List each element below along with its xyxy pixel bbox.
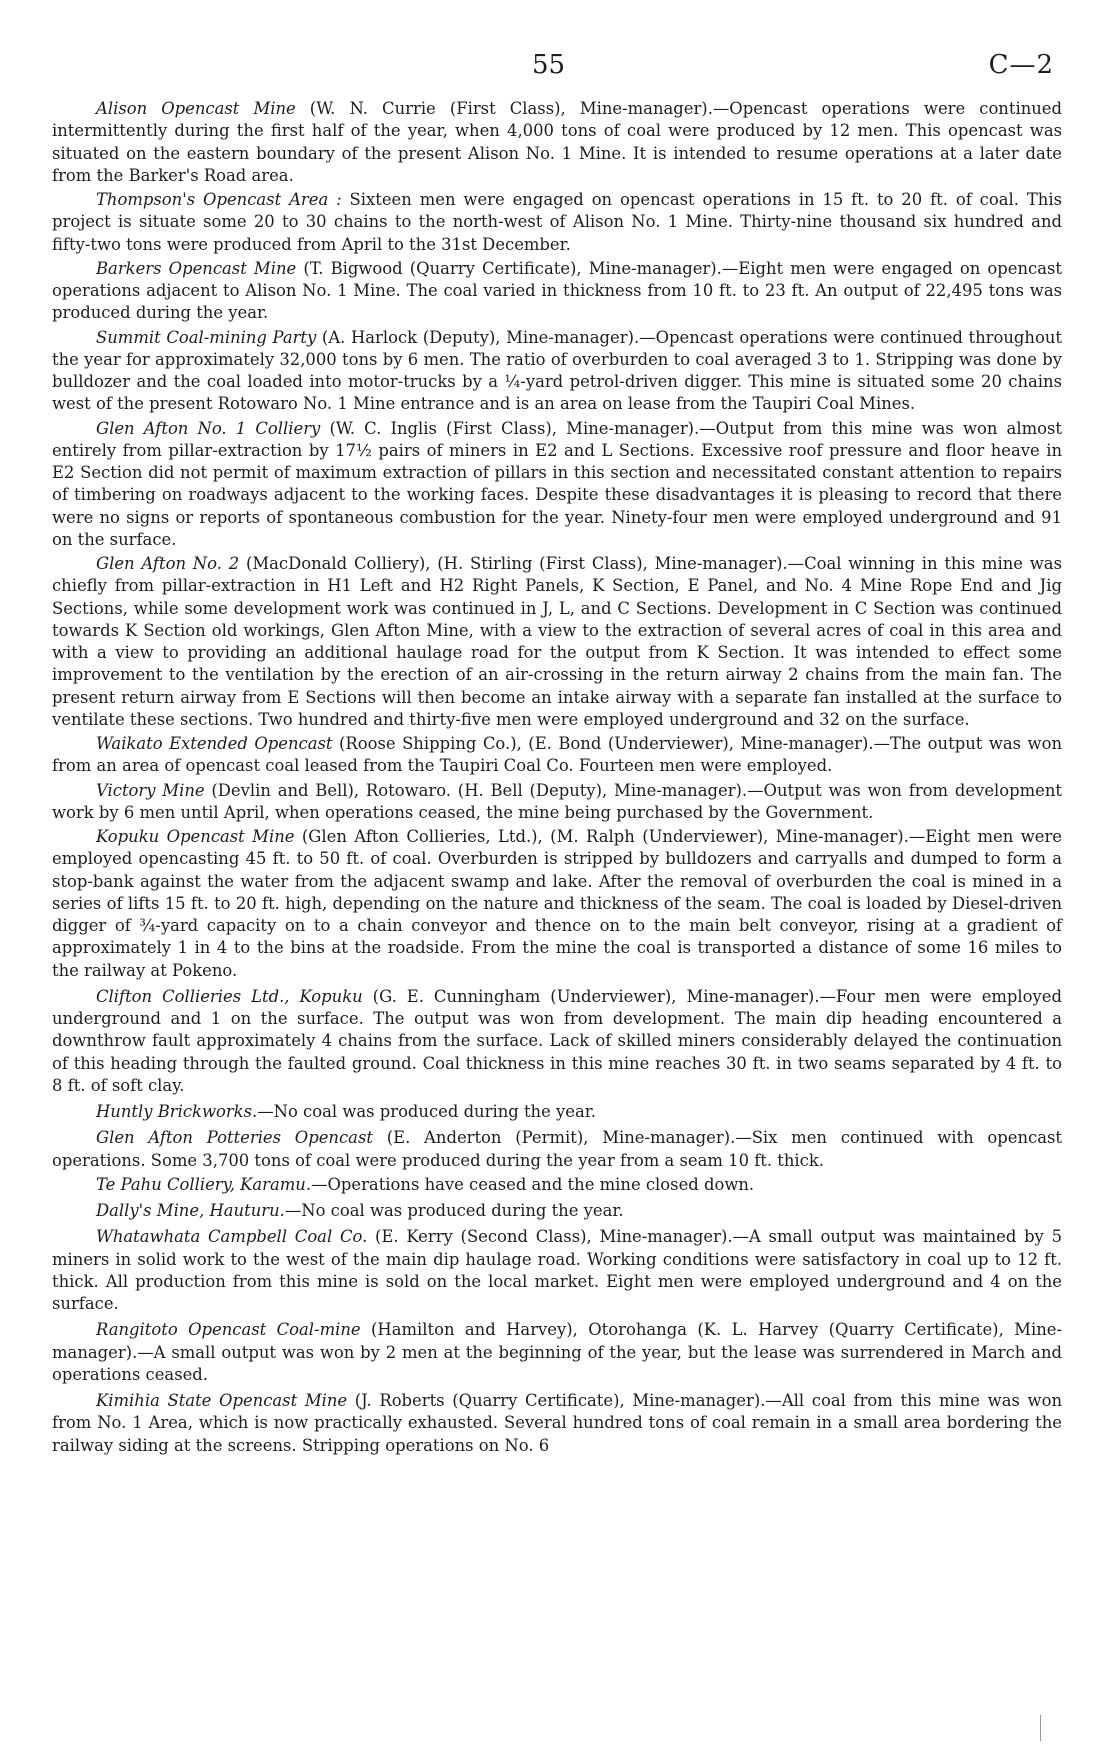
paragraph-victory-mine bbox=[52, 780, 1062, 825]
paragraph-title: Alison Opencast Mine bbox=[96, 99, 296, 118]
page-number: 55 bbox=[532, 50, 566, 80]
paragraph-title: Summit Coal-mining Party bbox=[96, 327, 317, 347]
paragraph-text: (Roose Shipping Co.), (E. Bond (Underviewer), Mine-manager).—The output was won from an area of opencast coal leased from the Taupiri Coal Co. Fourteen men were employed. bbox=[52, 734, 1063, 776]
paragraph-text: (W. C. Inglis (First Class), Mine-manager).—Output from this mine was won almost entirely from pillar-extraction by 17½ pairs of miners in E2 and L Sections. Excessive roof pressure and floor heave in E2 Section did not permit of maximum extraction of pillars in this section and necessitated constant attention to repairs of timbering on roadways adjacent to the working faces. Despite these disadvantages it is pleasing to record that there were no signs or reports of spontaneous combustion for the year. Ninety-four men were employed underground and 91 on the surface. bbox=[52, 418, 1062, 549]
paragraph-title: Clifton Collieries Ltd., Kopuku bbox=[96, 986, 363, 1006]
paragraph-text: —Operations have ceased and the mine closed down. bbox=[311, 1174, 755, 1194]
paragraph-title: Dally's Mine, Hauturu. bbox=[96, 1201, 285, 1220]
paragraph-title: Kopuku Opencast Mine bbox=[96, 827, 295, 846]
paragraph-text: (Devlin and Bell), Rotowaro. (H. Bell (Deputy), Mine-manager).—Output was won from development work by 6 men until April, when operations ceased, the mine being purchased by the Government. bbox=[52, 780, 1063, 822]
paragraph-text: Sixteen men were engaged on opencast operations in 15 ft. to 20 ft. of coal. This project is situate some 20 to 30 chains to the north-west of Alison No. 1 Mine. Thirty-nine thousand six hundred and fifty-two tons were produced from April to the 31st December. bbox=[52, 190, 1062, 254]
paragraph-text: (T. Bigwood (Quarry Certificate), Mine-manager).—Eight men were engaged on opencast operations adjacent to Alison No. 1 Mine. The coal varied in thickness from 10 ft. to 23 ft. An output of 22,495 tons was produced during the year. bbox=[52, 258, 1062, 323]
body-text bbox=[52, 98, 1062, 1459]
paragraph-dallys-mine bbox=[52, 1200, 1062, 1222]
paragraph-text: (G. E. Cunningham (Underviewer), Mine-manager).—Four men were employed underground and 1 on the surface. The output was won from development. The main dip heading encountered a downthrow fault approximately 4 chains from the surface. Lack of skilled miners considerably delayed the continuation of this heading through the faulted ground. Coal thickness in this mine reaches 30 ft. in two seams separated by 4 ft. to 8 ft. of soft clay. bbox=[52, 986, 1062, 1095]
paragraph-title: Whatawhata Campbell Coal Co. bbox=[96, 1227, 368, 1247]
paragraph-te-pahu bbox=[52, 1174, 1062, 1196]
paragraph-text: (MacDonald Colliery), (H. Stirling (First Class), Mine-manager).—Coal winning in this mine was chiefly from pillar-extraction in H1 Left and H2 Right Panels, K Section, E Panel, and No. 4 Mine Rope End and Jig Sections, while some development work was continued in J, L, and C Sections. Development in C Section was continued towards K Section old workings, Glen Afton Mine, with a view to the extraction of several acres of coal in this area and with a view to providing an additional haulage road for the output from K Section. It was intended to effect some improvement to the ventilation by the erection of an air-crossing in the return airway 2 chains from the main fan. The present return airway from E Sections will then become an intake airway with a separate fan installed at the surface to ventilate these sections. Two hundred and thirty-five men were employed underground and 32 on the surface. bbox=[52, 554, 1062, 729]
paragraph-summit-coal bbox=[52, 327, 1062, 416]
paragraph-text: (A. Harlock (Deputy), Mine-manager).—Opencast operations were continued throughout the year for approximately 32,000 tons by 6 men. The ratio of overburden to coal averaged 3 to 1. Stripping was done by bulldozer and the coal loaded into motor-trucks by a ¼-yard petrol-driven digger. This mine is situated some 20 chains west of the present Rotowaro No. 1 Mine entrance and is an area on lease from the Taupiri Coal Mines. bbox=[52, 327, 1062, 414]
paragraph-glen-afton-potteries bbox=[52, 1127, 1062, 1172]
paragraph-text: (J. Roberts (Quarry Certificate), Mine-manager).—All coal from this mine was won from No. 1 Area, which is now practically exhausted. Several hundred tons of coal remain in a small area bordering the railway siding at the screens. Stripping operations on No. 6 bbox=[52, 1391, 1062, 1455]
paragraph-text: (E. Anderton (Permit), Mine-manager).—Six men continued with opencast operations. Some 3,700 tons of coal were produced during the year from a seam 10 ft. thick. bbox=[52, 1128, 1062, 1170]
paragraph-whatawhata bbox=[52, 1226, 1062, 1315]
paragraph-waikato-extended bbox=[52, 733, 1062, 778]
paragraph-alison-opencast bbox=[52, 98, 1062, 187]
paragraph-text: (Glen Afton Collieries, Ltd.), (M. Ralph (Underviewer), Mine-manager).—Eight men were employed opencasting 45 ft. to 50 ft. of coal. Overburden is stripped by bulldozers and carryalls and dumped to form a stop-bank against the water from the adjacent swamp and lake. After the removal of overburden the coal is mined in a series of lifts 15 ft. to 20 ft. high, depending on the nature and thickness of the seam. The coal is loaded by Diesel-driven digger of ¾-yard capacity on to a chain conveyor and thence on to the main belt conveyor, rising at a gradient of approximately 1 in 4 to the bins at the roadside. From the mine the coal is transported a distance of some 16 miles to the railway at Pokeno. bbox=[52, 827, 1062, 980]
paragraph-clifton-collieries bbox=[52, 986, 1062, 1097]
paragraph-glen-afton-2 bbox=[52, 553, 1062, 731]
paragraph-thompsons-opencast bbox=[52, 189, 1062, 256]
paragraph-title: Glen Afton Potteries Opencast bbox=[96, 1128, 373, 1148]
paragraph-title: Victory Mine bbox=[96, 780, 205, 800]
paragraph-title: Huntly Brickworks. bbox=[96, 1102, 258, 1121]
paragraph-text: —No coal was produced during the year. bbox=[257, 1102, 596, 1121]
paragraph-title: Barkers Opencast Mine bbox=[96, 258, 297, 278]
paragraph-glen-afton-1 bbox=[52, 418, 1062, 552]
paragraph-kimihia bbox=[52, 1390, 1062, 1457]
paragraph-title: Te Pahu Colliery, Karamu. bbox=[96, 1174, 312, 1194]
paragraph-kopuku-opencast bbox=[52, 826, 1062, 982]
paragraph-title: Kimihia State Opencast Mine bbox=[96, 1391, 348, 1410]
paragraph-text: (W. N. Currie (First Class), Mine-manager).—Opencast operations were continued intermittently during the first half of the year, when 4,000 tons of coal were produced by 12 men. This opencast was situated on the eastern boundary of the present Alison No. 1 Mine. It is intended to resume operations at a later date from the Barker's Road area. bbox=[52, 99, 1063, 185]
paragraph-barkers-opencast bbox=[52, 258, 1062, 325]
paragraph-title: Glen Afton No. 1 Colliery bbox=[96, 418, 321, 438]
paragraph-rangitoto bbox=[52, 1319, 1062, 1386]
scan-edge-mark bbox=[1040, 1715, 1041, 1741]
paragraph-text: (Hamilton and Harvey), Otorohanga (K. L. Harvey (Quarry Certificate), Mine-manager).—A small output was won by 2 men at the beginning of the year, but the lease was surrendered in March and operations ceased. bbox=[52, 1320, 1063, 1384]
paragraph-huntly-brickworks bbox=[52, 1101, 1062, 1123]
paragraph-title: Rangitoto Opencast Coal-mine bbox=[96, 1320, 361, 1340]
paragraph-title: Waikato Extended Opencast bbox=[96, 734, 333, 753]
paragraph-text: (E. Kerry (Second Class), Mine-manager).—A small output was maintained by 5 miners in solid work to the west of the main dip haulage road. Working conditions were satisfactory in coal up to 12 ft. thick. All production from this mine is sold on the local market. Eight men were employed underground and 4 on the surface. bbox=[52, 1227, 1063, 1313]
paragraph-title: Thompson's Opencast Area : bbox=[96, 190, 342, 209]
report-code: C—2 bbox=[988, 50, 1054, 80]
paragraph-title: Glen Afton No. 2 bbox=[96, 554, 240, 573]
paragraph-text: —No coal was produced during the year. bbox=[284, 1201, 624, 1220]
